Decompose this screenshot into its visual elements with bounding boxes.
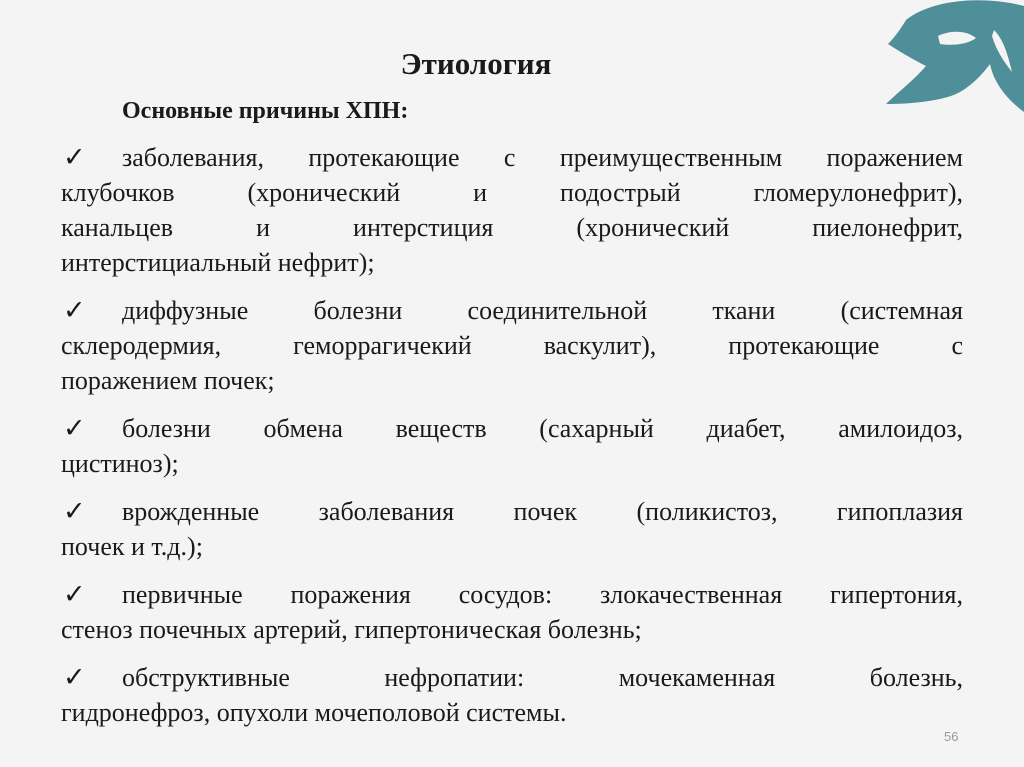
checkmark-icon: ✓ (63, 142, 86, 173)
page-number: 56 (944, 729, 959, 744)
checkmark-icon: ✓ (63, 496, 86, 527)
list-item-text: склеродермия, геморрагичекий васкулит), протекающие с (61, 331, 963, 360)
slide-title: Этиология (400, 46, 552, 81)
list-item-text: болезни обмена веществ (сахарный диабет, амилоидоз, (122, 414, 963, 443)
list-item-text: стеноз почечных артерий, гипертоническая болезнь; (61, 615, 642, 644)
list-item-text: гидронефроз, опухоли мочеполовой системы. (61, 698, 567, 727)
list-item (61, 411, 963, 481)
list-item-text: поражением почек; (61, 366, 275, 395)
list-item-text: интерстициальный нефрит); (61, 248, 375, 277)
checkmark-icon: ✓ (63, 413, 86, 444)
list-item-text: обструктивные нефропатии: мочекаменная болезнь, (122, 663, 963, 692)
list-item (61, 660, 963, 730)
list-item (61, 293, 963, 398)
list-item-text: клубочков (хронический и подострый гломерулонефрит), (61, 178, 963, 207)
list-item-text: первичные поражения сосудов: злокачественная гипертония, (122, 580, 963, 609)
list-item-text: диффузные болезни соединительной ткани (системная (122, 296, 963, 325)
list-item-text: заболевания, протекающие с преимущественным поражением (122, 143, 963, 172)
list-item (61, 577, 963, 647)
checkmark-icon: ✓ (63, 662, 86, 693)
checkmark-icon: ✓ (63, 295, 86, 326)
list-item-text: канальцев и интерстиция (хронический пиелонефрит, (61, 213, 963, 242)
list-item-text: цистиноз); (61, 449, 179, 478)
slide-subtitle: Основные причины ХПН: (122, 98, 409, 124)
causes-list (61, 140, 963, 743)
checkmark-icon: ✓ (63, 579, 86, 610)
list-item (61, 494, 963, 564)
list-item-text: почек и т.д.); (61, 532, 203, 561)
list-item-text: врожденные заболевания почек (поликистоз, гипоплазия (122, 497, 963, 526)
list-item (61, 140, 963, 280)
